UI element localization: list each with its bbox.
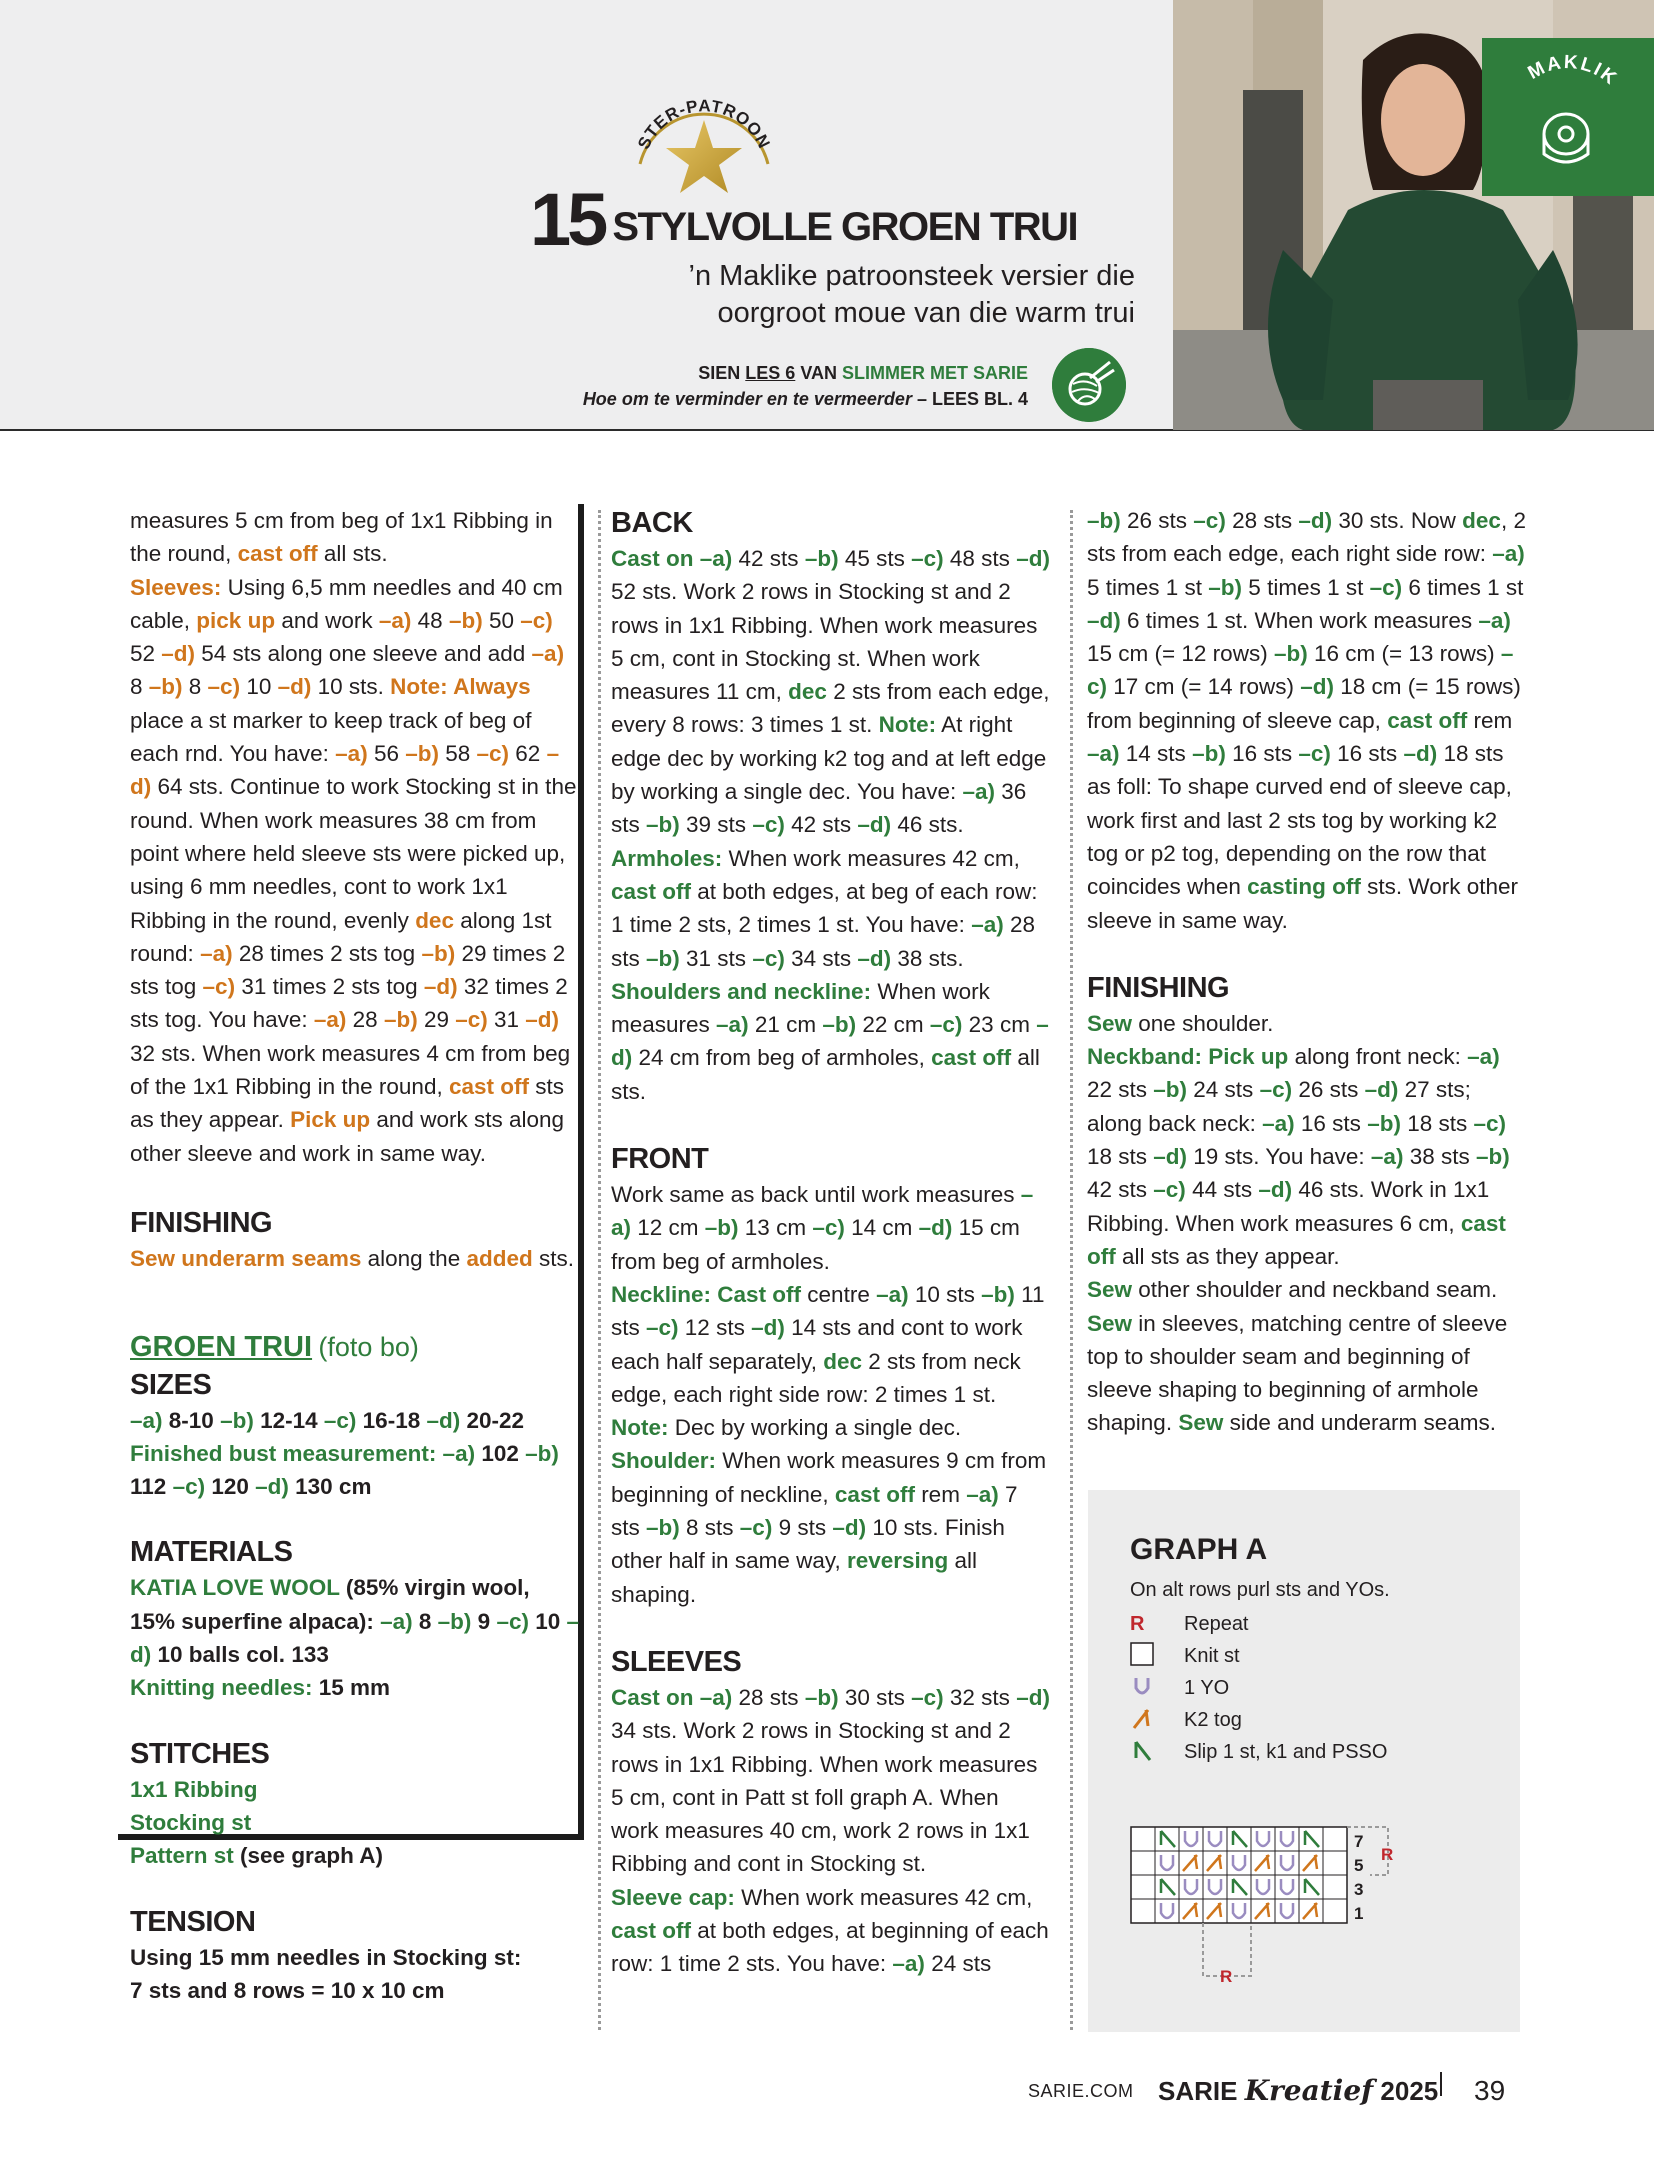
article-title bbox=[530, 178, 1130, 261]
column-1: measures 5 cm from beg of 1x1 Ribbing in the round, cast off all sts. Sleeves: Using 6,5 mm needles and 40 cm cable, pick up and work –a) 48 –b) 50 –c) 52 –d) 54 sts along one sleeve and add –a) 8 –b) 8 –c) 10 –d) 10 sts. Note: Always place a st marker to keep track of beg of each rnd. You have: –a) 56 –b) 58 –c) 62 –d) 64 sts. Continue to work Stocking st in the round. When work measures 38 cm from point where held sleeve sts were picked up, using 6 mm needles, cont to work 1x1 Ribbing in the round, evenly dec along 1st round: –a) 28 times 2 sts tog –b) 29 times 2 sts tog –c) 31 times 2 sts tog –d) 32 times 2 sts tog. You have: –a) 28 –b) 29 –c) 31 –d) 32 sts. When work measures 4 cm from beg of the 1x1 Ribbing in the round, cast off sts as they appear. Pick up and work sts along other sleeve and work in same way. FINISHING Sew underarm seams along the added sts. GROEN TRUI (foto bo) SIZES –a) 8-10 –b) 12-14 –c) 16-18 –d) 20-22 Finished bust measurement: –a) 102 –b) 112 –c) 120 –d) 130 cm MATERIALS KATIA LOVE WOOL (85% virgin wool, 15% superfine alpaca): –a) 8 –b) 9 –c) 10 –d) 10 balls col. 133 Knitting needles: 15 mm STITCHES 1x1 Ribbing Stocking st Pattern st (see graph A) TENSION Using 15 mm needles in Stocking st: 7 sts and 8 rows = 10 x 10 cm bbox=[130, 504, 580, 2007]
footer-magazine: SARIE Kreatief 2025 bbox=[1158, 2074, 1439, 2107]
row-label-1: 1 bbox=[1354, 1904, 1364, 1923]
heading-sleeves: SLEEVES bbox=[611, 1645, 742, 1678]
legend-repeat: R Repeat bbox=[1130, 1610, 1172, 1638]
legend-k2tog: K2 tog bbox=[1130, 1706, 1156, 1738]
graph-a-panel bbox=[1088, 1490, 1520, 2032]
article-subtitle: ’n Maklike patroonsteek versier die oorgroot moue van die warm trui bbox=[688, 260, 1135, 329]
heading-sizes: SIZES bbox=[130, 1368, 212, 1401]
page-number: 39 bbox=[1474, 2075, 1506, 2106]
groen-trui-heading: GROEN TRUI (foto bo) bbox=[130, 1331, 419, 1364]
row-label-3: 3 bbox=[1354, 1880, 1364, 1899]
column-divider-1 bbox=[598, 510, 601, 2030]
heading-finishing-1: FINISHING bbox=[130, 1206, 273, 1239]
heading-tension: TENSION bbox=[130, 1905, 256, 1938]
lesson-link[interactable]: LES 6 bbox=[745, 363, 796, 383]
star-icon bbox=[666, 120, 742, 193]
badge-text: STER-PATROON bbox=[634, 96, 774, 153]
repeat-side-label: R bbox=[1381, 1845, 1394, 1864]
maklik-label: MAKLIK bbox=[1524, 51, 1622, 91]
heading-back: BACK bbox=[611, 507, 693, 539]
empty-square-icon bbox=[1130, 1642, 1156, 1666]
repeat-letter: R bbox=[1130, 1613, 1145, 1635]
maklik-tag bbox=[1482, 38, 1654, 196]
footer-separator bbox=[1440, 2072, 1442, 2096]
heading-materials: MATERIALS bbox=[130, 1536, 293, 1569]
heading-front: FRONT bbox=[611, 1143, 709, 1176]
legend-yo: 1 YO bbox=[1130, 1674, 1156, 1706]
column-divider-2 bbox=[1070, 510, 1073, 2030]
repeat-bottom-label: R bbox=[1220, 1967, 1233, 1986]
column-2: BACK Cast on –a) 42 sts –b) 45 sts –c) 48 sts –d) 52 sts. Work 2 rows in Stocking st and 2 rows in 1x1 Ribbing. When work measures 5 cm, cont in Stocking st. When work measures 11 cm, dec 2 sts from each edge, every 8 rows: 3 times 1 st. Note: At right edge dec by working k2 tog and at left edge by working a single dec. You have: –a) 36 sts –b) 39 sts –c) 42 sts –d) 46 sts. Armholes: When work measures 42 cm, cast off at both edges, at beg of each row: 1 time 2 sts, 2 times 1 st. You have: –a) 28 sts –b) 31 sts –c) 34 sts –d) 38 sts. Shoulders and neckline: When work measures –a) 21 cm –b) 22 cm –c) 23 cm –d) 24 cm from beg of armholes, cast off all sts. FRONT Work same as back until work measures –a) 12 cm –b) 13 cm –c) 14 cm –d) 15 cm from beg of armholes. Neckline: Cast off centre –a) 10 sts –b) 11 sts –c) 12 sts –d) 14 sts and cont to work each half separately, dec 2 sts from neck edge, each right side row: 2 times 1 st. Note: Dec by working a single dec. Shoulder: When work measures 9 cm from beginning of neckline, cast off rem –a) 7 sts –b) 8 sts –c) 9 sts –d) 10 sts. Finish other half in same way, reversing all shaping. SLEEVES Cast on –a) 28 sts –b) 30 sts –c) 32 sts –d) 34 sts. Work 2 rows in Stocking st and 2 rows in 1x1 Ribbing. When work measures 5 cm, cont in Patt st foll graph A. When work measures 40 cm, work 2 rows in 1x1 Ribbing and cont in Stocking st. Sleeve cap: When work measures 42 cm, cast off at both edges, at beginning of each row: 1 time 2 sts. You have: –a) 24 sts bbox=[611, 504, 1051, 1981]
yarn-ball-icon bbox=[1052, 348, 1126, 422]
legend-psso: Slip 1 st, k1 and PSSO bbox=[1130, 1738, 1156, 1770]
graph-title: GRAPH A bbox=[1130, 1533, 1268, 1566]
heading-stitches: STITCHES bbox=[130, 1737, 270, 1770]
footer-url: SARIE.COM bbox=[1028, 2081, 1134, 2101]
u-shape-icon bbox=[1130, 1674, 1156, 1698]
graph-subtitle: On alt rows purl sts and YOs. bbox=[1130, 1579, 1390, 1601]
left-slant-icon bbox=[1130, 1738, 1156, 1762]
article-number: 15 bbox=[530, 178, 605, 261]
row-label-5: 5 bbox=[1354, 1856, 1364, 1875]
column-3: –b) 26 sts –c) 28 sts –d) 30 sts. Now dec, 2 sts from each edge, each right side row: –a) 5 times 1 st –b) 5 times 1 st –c) 6 times 1 st –d) 6 times 1 st. When work measures –a) 15 cm (= 12 rows) –b) 16 cm (= 13 rows) –c) 17 cm (= 14 rows) –d) 18 cm (= 15 rows) from beginning of sleeve cap, cast off rem –a) 14 sts –b) 16 sts –c) 16 sts –d) 18 sts as foll: To shape curved end of sleeve cap, work first and last 2 sts tog by working k2 tog or p2 tog, depending on the row that coincides when casting off sts. Work other sleeve in same way. FINISHING Sew one shoulder. Neckband: Pick up along front neck: –a) 22 sts –b) 24 sts –c) 26 sts –d) 27 sts; along back neck: –a) 16 sts –b) 18 sts –c) 18 sts –d) 19 sts. You have: –a) 38 sts –b) 42 sts –c) 44 sts –d) 46 sts. Work in 1x1 Ribbing. When work measures 6 cm, cast off all sts as they appear. Sew other shoulder and neckband seam. Sew in sleeves, matching centre of sleeve top to shoulder seam and beginning of sleeve shaping to beginning of armhole shaping. Sew side and underarm seams. bbox=[1087, 508, 1526, 1436]
legend-knit: Knit st bbox=[1130, 1642, 1156, 1674]
heading-finishing-2: FINISHING bbox=[1087, 971, 1230, 1004]
lesson-reference: SIEN LES 6 VAN SLIMMER MET SARIE Hoe om te verminder en te vermeerder – LEES BL. 4 bbox=[582, 363, 1028, 409]
right-slant-icon bbox=[1130, 1706, 1156, 1730]
row-label-7: 7 bbox=[1354, 1832, 1364, 1851]
sleeves-text: measures 5 cm from beg of 1x1 Ribbing in the round, cast off all sts. Sleeves: Using 6,5 mm needles and 40 cm cable, pick up and work –a) 48 –b) 50 –c) 52 –d) 54 sts along one sleeve and add –a) 8 –b) 8 –c) 10 –d) 10 sts. Note: Always place a st marker to keep track of beg of each rnd. You have: –a) 56 –b) 58 –c) 62 –d) 64 sts. Continue to work Stocking st in the round. When work measures 38 cm from point where held sleeve sts were picked up, using 6 mm needles, cont to work 1x1 Ribbing in the round, evenly dec along 1st round: –a) 28 times 2 sts tog –b) 29 times 2 sts tog –c) 31 times 2 sts tog –d) 32 times 2 sts tog. You have: –a) 28 –b) 29 –c) 31 –d) 32 sts. When work measures 4 cm from beg of the 1x1 Ribbing in the round, cast off sts as they appear. Pick up and work sts along other sleeve and work in same way. bbox=[130, 508, 577, 1166]
article-title-text: STYLVOLLE GROEN TRUI bbox=[612, 205, 1078, 249]
graph-a-chart bbox=[1130, 1826, 1420, 1996]
